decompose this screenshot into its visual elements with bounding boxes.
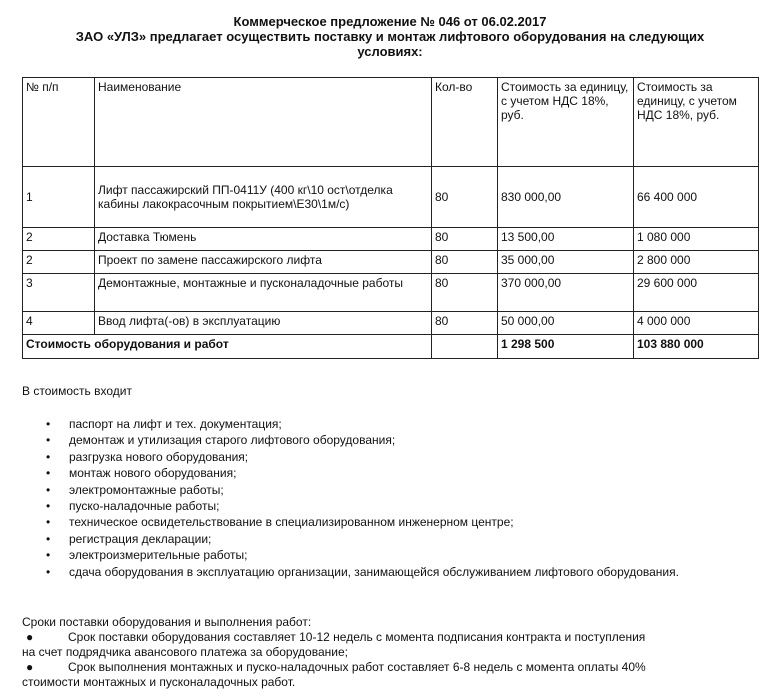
list-item: • монтаж нового оборудования; <box>22 465 722 481</box>
cell-qty: 80 <box>432 167 498 228</box>
document-title <box>0 14 780 59</box>
cell-name: Доставка Тюмень <box>95 228 432 251</box>
cell-unit: 370 000,00 <box>498 274 634 312</box>
col-header-unit-price: Стоимость за единицу, с учетом НДС 18%, руб. <box>498 78 634 167</box>
list-item: • регистрация декларации; <box>22 531 722 547</box>
cell-num: 3 <box>23 274 95 312</box>
list-item: • техническое освидетельствование в специализированном инженерном центре; <box>22 514 722 530</box>
term-1-line-2: на счет подрядчика авансового платежа за оборудование; <box>22 645 348 659</box>
title-line-1: Коммерческое предложение № 046 от 06.02.2017 <box>233 14 547 29</box>
cell-total: 4 000 000 <box>634 312 759 335</box>
list-item: • электромонтажные работы; <box>22 482 722 498</box>
total-unit: 1 298 500 <box>498 335 634 359</box>
table-total-row <box>23 335 759 359</box>
list-item: • демонтаж и утилизация старого лифтового оборудования; <box>22 432 722 448</box>
cell-num: 2 <box>23 228 95 251</box>
list-item: • разгрузка нового оборудования; <box>22 449 722 465</box>
total-label: Стоимость оборудования и работ <box>23 335 432 359</box>
list-item: • сдача оборудования в эксплуатацию организации, занимающейся обслуживанием лифтового оборудования. <box>22 564 722 580</box>
cell-qty: 80 <box>432 251 498 274</box>
table-row <box>23 274 759 312</box>
term-2-text: Срок выполнения монтажных и пуско-наладочных работ составляет 6-8 недель с момента оплаты 40% <box>68 660 646 674</box>
col-header-num: № п/п <box>23 78 95 167</box>
table-row <box>23 312 759 335</box>
table-header-row <box>23 78 759 167</box>
cell-qty: 80 <box>432 228 498 251</box>
cell-name: Демонтажные, монтажные и пусконаладочные работы <box>95 274 432 312</box>
cell-num: 1 <box>23 167 95 228</box>
cell-total: 1 080 000 <box>634 228 759 251</box>
cell-total: 29 600 000 <box>634 274 759 312</box>
terms-heading: Сроки поставки оборудования и выполнения работ: <box>22 615 312 629</box>
cell-unit: 830 000,00 <box>498 167 634 228</box>
total-qty-empty <box>432 335 498 359</box>
table-row <box>23 251 759 274</box>
title-line-3: условиях: <box>357 44 423 59</box>
cell-total: 2 800 000 <box>634 251 759 274</box>
includes-intro: В стоимость входит <box>22 384 132 398</box>
term-2-line-2: стоимости монтажных и пусконаладочных работ. <box>22 675 296 689</box>
term-2-line-1 <box>22 660 762 675</box>
title-line-2: ЗАО «УЛЗ» предлагает осуществить поставку и монтаж лифтового оборудования на следующих <box>75 29 705 44</box>
terms-section <box>22 615 762 690</box>
total-sum: 103 880 000 <box>634 335 759 359</box>
cell-name: Проект по замене пассажирского лифта <box>95 251 432 274</box>
list-item: • паспорт на лифт и тех. документация; <box>22 416 722 432</box>
list-item: • электроизмерительные работы; <box>22 547 722 563</box>
cell-name: Ввод лифта(-ов) в эксплуатацию <box>95 312 432 335</box>
col-header-total-price: Стоимость за единицу, с учетом НДС 18%, руб. <box>634 78 759 167</box>
includes-list <box>22 416 722 580</box>
bullet-icon: ● <box>26 630 34 644</box>
table-row <box>23 167 759 228</box>
cell-total: 66 400 000 <box>634 167 759 228</box>
cell-qty: 80 <box>432 312 498 335</box>
col-header-name: Наименование <box>95 78 432 167</box>
term-1-text: Срок поставки оборудования составляет 10-12 недель с момента подписания контракта и поступления <box>68 630 646 644</box>
cell-unit: 50 000,00 <box>498 312 634 335</box>
cell-name: Лифт пассажирский ПП-0411У (400 кг\10 ост\отделка кабины лакокрасочным покрытием\Е30\1м/с) <box>95 167 432 228</box>
term-1-line-1 <box>22 630 762 645</box>
col-header-qty: Кол-во <box>432 78 498 167</box>
offer-table <box>22 77 759 359</box>
cell-unit: 35 000,00 <box>498 251 634 274</box>
list-item: • пуско-наладочные работы; <box>22 498 722 514</box>
table-row <box>23 228 759 251</box>
cell-qty: 80 <box>432 274 498 312</box>
cell-num: 2 <box>23 251 95 274</box>
cell-unit: 13 500,00 <box>498 228 634 251</box>
bullet-icon: ● <box>26 660 34 674</box>
cell-num: 4 <box>23 312 95 335</box>
